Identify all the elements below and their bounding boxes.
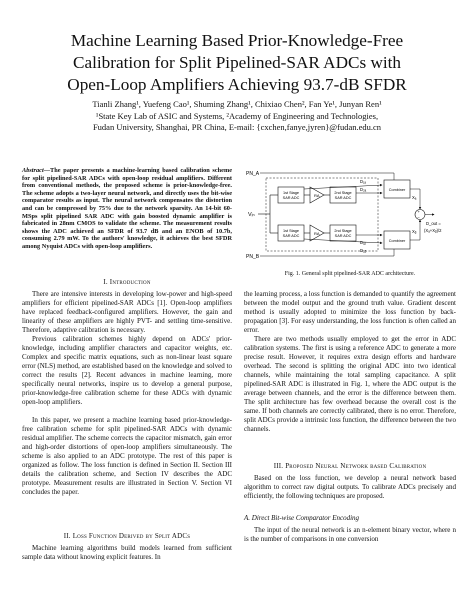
section-heading-introduction: I. Introduction — [103, 278, 151, 286]
abstract-label: Abstract — [22, 167, 44, 174]
svg-text:2nd Stage: 2nd Stage — [334, 191, 352, 195]
xa-label: Xₐ — [412, 195, 417, 200]
stage1-sar-top — [278, 187, 304, 203]
stage1-sar-bottom — [278, 225, 304, 241]
plus-sign: + — [417, 209, 420, 214]
figure-1-caption: Fig. 1. General split pipelined-SAR ADC architecture. — [284, 271, 416, 277]
combiner-top-label: Combiner — [388, 188, 406, 192]
dout-expression: (Xₐ+Xᵦ)/2 — [424, 228, 442, 233]
intro-paragraph-2: Previous calibration schemes highly depend on ADCs' prior-knowledge, including amplifier characters and capacitor weights, etc. Complex and specific matrix equations, such as non-linear least square error (NLS) method, are established based on the knowledge and solved to correct the results [2]. Recent advances in machine learning, more specifically neural networks, inspire us to develop a general purpose, prior-knowledge-free calibration scheme for these ADCs with dynamic open-loop amplifiers. — [22, 335, 232, 406]
pn-a-label: PN_A — [246, 171, 260, 177]
section-heading-neural-network: III. Proposed Neural Network based Calibration — [273, 462, 427, 470]
svg-text:2nd Stage: 2nd Stage — [334, 229, 352, 233]
address: Fudan University, Shanghai, PR China, E-mail: {cxchen,fanye,jyren}@fudan.edu.cn — [92, 122, 382, 132]
minus-sign: − — [417, 215, 420, 220]
combiner-bottom-label: Combiner — [388, 239, 406, 243]
figure-1-architecture — [244, 165, 456, 262]
d1b-label: D₁ᵦ — [360, 240, 367, 245]
paper-title — [20, 30, 454, 96]
author-names: Tianli Zhang¹, Yuefeng Cao¹, Shuming Zhang¹, Chixiao Chen², Fan Ye¹, Junyan Ren¹ — [92, 99, 382, 109]
abstract-text: —The paper presents a machine-learning based calibration scheme for split pipelined-SAR ADCs with open-loop residual amplifiers. Different from conventional methods, the proposed scheme is prior-knowledge-free. The scheme adopts a two-layer neural network, and directly uses the bit-wise comparator results as input. The neural network compensates the distortion and can be compressed by 75% due to the network sparsity. An 14-bit 60-MSps split pipelined SAR ADC with gain boosted dynamic amplifier is fabricated in 28nm CMOS to validate the scheme. The measurement results shows the ADC achieved an SFDR of 93.7 dB and an ENOB of 10.7b, consuming 2.79 mW. To the authors' knowledge, it achieves the best SFDR among Nyquist ADCs with open-loop amplifiers. — [22, 167, 232, 250]
abstract — [22, 167, 232, 251]
d2a-label: D₂ₐ — [360, 187, 367, 192]
d1a-label: D₁ₐ — [360, 179, 366, 184]
title-line-1: Machine Learning Based Prior-Knowledge-Free — [70, 31, 404, 50]
pn-b-label: PN_B — [246, 254, 260, 260]
intro-paragraph-3: In this paper, we present a machine learning based prior-knowledge-free calibration scheme for split pipelined-SAR ADCs with dynamic residual amplifier. The scheme corrects the capacitor mismatch, gain error and high-order distortions of open-loop amplifiers simultaneously. The scheme is also applied to an ADC prototype. The rest of this paper is organized as follow. The loss function is defined in Section II. Section III details the calibration scheme, and Section IV describes the ADC prototype. Measurement results are illustrated in Section V. Section VI concludes the paper. — [22, 416, 232, 496]
ra-top-label: RA — [314, 193, 320, 198]
stage2-sar-bottom — [330, 225, 356, 241]
architecture-diagram — [244, 165, 456, 262]
section3a-paragraph-1: The input of the neural network is an n-element binary vector, where n is the number of comparisons in one conversion — [244, 526, 456, 543]
subsection-heading-bitwise-encoding: A. Direct Bit-wise Comparator Encoding — [244, 514, 360, 522]
svg-text:1st Stage: 1st Stage — [282, 191, 300, 195]
summing-node — [415, 210, 425, 220]
svg-text:SAR ADC: SAR ADC — [282, 234, 300, 238]
dout-label: D_out = — [426, 221, 441, 226]
stage2-sar-top — [330, 187, 356, 203]
d2b-label: D₂ᵦ — [360, 248, 367, 253]
intro-paragraph-1: There are intensive interests in developing low-power and high-speed amplifiers for efficient pipelined-SAR ADCs [1]. Open-loop amplifiers have replaced feedback-configured amplifiers. However, the gain and linearity of these amplifiers are highly PVT- and settling time-sensitive. Therefore, adaptive calibration is necessary. — [22, 290, 232, 334]
svg-text:SAR ADC: SAR ADC — [334, 196, 352, 200]
svg-text:1st Stage: 1st Stage — [282, 229, 300, 233]
xb-label: Xᵦ — [412, 229, 417, 234]
section3-paragraph-1: Based on the loss function, we develop a neural network based algorithm to correct raw digital outputs. To calibrate ADCs precisely and efficiently, the following techniques are proposed. — [244, 474, 456, 500]
affiliation: ¹State Key Lab of ASIC and Systems, ²Academy of Engineering and Technologies, — [95, 110, 379, 121]
ra-bottom-label: RA — [314, 231, 320, 236]
author-block — [20, 99, 454, 134]
right-paragraph-2: There are two methods usually employed to get the error in ADC calibration systems. The first is using a reference ADC to generate a more precise result. However, it requires extra design efforts and hardware overhead. The second is splitting the original ADC into two identical channels, while maintaining the total sampling capacitance. A split pipelined-SAR ADC is illustrated in Fig. 1, where the ADC output is the average between channels, and the error is the difference between them. The split architecture has few overhead because the overall cost is the same. If both channels are correctly calibrated, there is no error. Therefore, split ADCs provide a intrinsic loss function, the difference between the two channels. — [244, 335, 456, 433]
svg-text:SAR ADC: SAR ADC — [334, 234, 352, 238]
svg-text:SAR ADC: SAR ADC — [282, 196, 300, 200]
right-paragraph-1: the learning process, a loss function is demanded to quantify the agreement between the model output and the ground truth value. Gradient descent method is usually adopted to minimize the loss function by back-propagation [3]. For easy understanding, the loss function is often called an error. — [244, 290, 456, 334]
vin-label: Vᵢₙ — [248, 212, 255, 218]
section2-paragraph-1: Machine learning algorithms build models learned from sufficient sample data without knowing explicit features. In — [22, 544, 232, 561]
section-heading-loss-function: II. Loss Function Derived by Split ADCs — [63, 532, 191, 540]
title-line-2: Calibration for Split Pipelined-SAR ADCs with — [73, 53, 401, 72]
title-line-3: Open-Loop Amplifiers Achieving 93.7-dB SFDR — [67, 75, 407, 94]
